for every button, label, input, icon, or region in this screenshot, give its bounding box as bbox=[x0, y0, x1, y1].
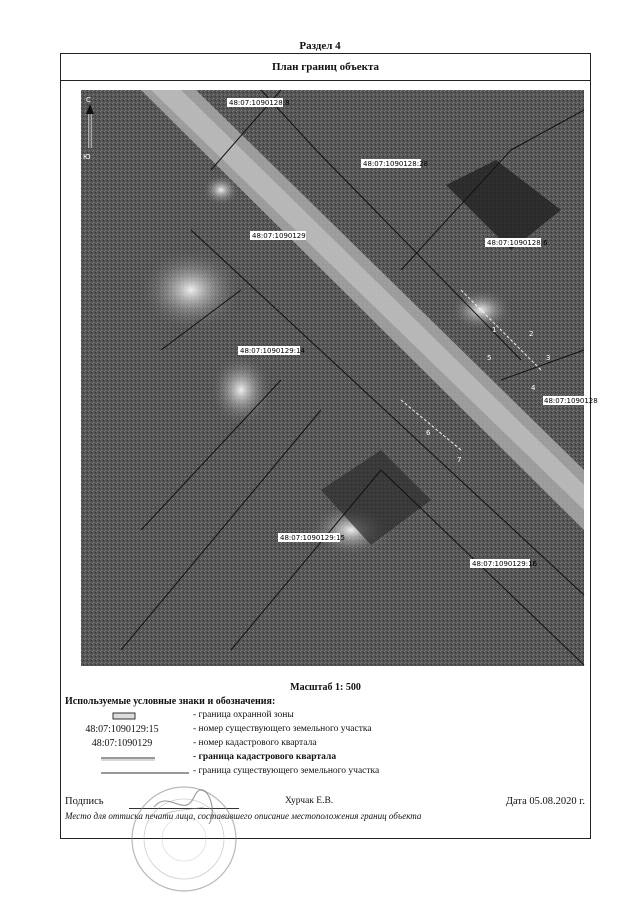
legend-item: - граница охранной зоны bbox=[65, 710, 585, 724]
scale-label: Масштаб 1: 500 bbox=[290, 682, 361, 693]
stamp-seal-icon bbox=[124, 779, 244, 899]
aerial-map bbox=[81, 90, 598, 666]
parcel-boundary-symbol bbox=[65, 766, 185, 780]
signature-label: Подпись bbox=[65, 796, 104, 807]
parcel-label: 48:07:1090128:8 bbox=[229, 99, 290, 107]
document-date: Дата 05.08.2020 г. bbox=[505, 796, 585, 807]
signatory-name: Хурчак Е.В. bbox=[285, 796, 334, 806]
section-title: Раздел 4 bbox=[299, 40, 341, 52]
point-number: 5 bbox=[487, 354, 492, 362]
document-frame bbox=[60, 53, 598, 839]
point-number: 6 bbox=[426, 429, 431, 437]
legend-item: - граница кадастрового квартала bbox=[65, 752, 585, 766]
quarter-boundary-symbol bbox=[65, 752, 185, 766]
point-number: 2 bbox=[529, 330, 534, 338]
parcel-label: 48:07:1090129:15 bbox=[280, 534, 345, 542]
point-number: 4 bbox=[531, 384, 536, 392]
legend-item: - граница существующего земельного участка bbox=[65, 766, 585, 780]
compass-north: С bbox=[86, 96, 91, 104]
legend-item: 48:07:1090129 - номер кадастрового квартала bbox=[91, 738, 317, 749]
parcel-label: 48:07:1090129:14 bbox=[240, 347, 305, 355]
point-number: 3 bbox=[546, 354, 551, 362]
point-number: 7 bbox=[457, 456, 462, 464]
parcel-label: 48:07:1090128 bbox=[544, 397, 598, 405]
legend-item: 48:07:1090129:15 - номер существующего земельного участка bbox=[85, 724, 372, 735]
parcel-label: 48:07:1090128:6 bbox=[487, 239, 548, 247]
compass-south: Ю bbox=[83, 153, 91, 161]
stamp-note: Место для оттиска печати лица, составившего описание местоположения границ объекта bbox=[65, 811, 422, 821]
parcel-label: 48:07:1090129:16 bbox=[472, 560, 537, 568]
legend-title: Используемые условные знаки и обозначения: bbox=[65, 696, 276, 707]
protection-zone-symbol bbox=[65, 710, 185, 724]
plan-title: План границ объекта bbox=[61, 54, 590, 81]
parcel-label: 48:07:1090129 bbox=[252, 232, 306, 240]
point-number: 1 bbox=[492, 326, 497, 334]
parcel-label: 48:07:1090128:28 bbox=[363, 160, 428, 168]
